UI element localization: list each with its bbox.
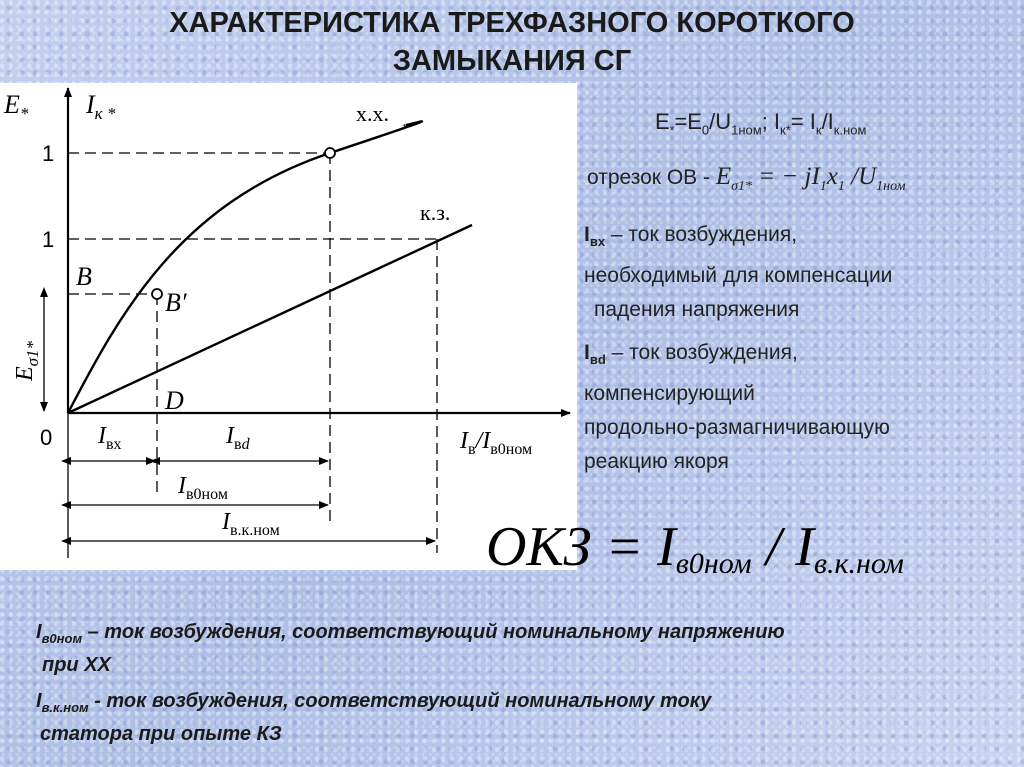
x-axis-label: $I_в/I_{в0ном}$	[460, 428, 533, 458]
bottom-def-i-vknom: $I_{в.к.ном}$ - ток возбуждения, соответствующий номинальному току статора при опыте КЗ	[36, 690, 712, 745]
curve-label-kz: к.з.	[420, 200, 451, 225]
y-label-e: $E_*$	[4, 90, 29, 123]
ivx-definition: $I_{вх}$ – ток возбуждения, необходимый для компенсации падения напряжения	[584, 223, 893, 322]
slide-title-line2: ЗАМЫКАНИЯ СГ	[392, 45, 632, 77]
slide-title-line1: ХАРАКТЕРИСТИКА ТРЕХФАЗНОГО КОРОТКОГО	[169, 7, 855, 39]
dim-label-i-vknom: $I_{в.к.ном}$	[222, 509, 280, 539]
point-label-b-prime: B′	[165, 288, 187, 317]
point-xx-nominal	[325, 148, 335, 158]
curve-label-xx: х.х.	[356, 101, 389, 126]
origin-label: 0	[40, 425, 53, 450]
okz-formula: ОКЗ = $I_{в0ном} / I_{в.к.ном}$	[486, 516, 904, 580]
point-b-prime	[152, 289, 162, 299]
formula-definitions: $E_*=E_0/U_{1ном}$; $I_{к*}= I_к/I_{к.ном}$	[655, 109, 867, 138]
dim-label-i-vd: $I_вd$	[226, 423, 250, 453]
dim-label-i-v0nom: $I_{в0ном}$	[178, 473, 228, 503]
point-label-d: D	[165, 386, 184, 415]
tick-label-top: 1	[42, 141, 55, 166]
segment-ov-formula: отрезок ОВ - $E_{\sigma 1*}$ = − $jI_1x_1$ $/U_{1ном}$	[587, 163, 906, 194]
tick-label-mid: 1	[42, 227, 55, 252]
characteristic-figure	[0, 83, 577, 570]
point-label-b: B	[76, 262, 92, 291]
dim-label-i-vx: $I_{вх}$	[98, 423, 122, 453]
y-label-i: $I_{к *}$	[86, 90, 116, 123]
ivd-definition: $I_{вd}$ – ток возбуждения, компенсирующий продольно-размагничивающую реакцию якоря	[584, 341, 890, 474]
curve-no-load	[68, 121, 422, 413]
curve-short-circuit	[68, 225, 472, 413]
bottom-def-i-v0nom: $I_{в0ном}$ – ток возбуждения, соответствующий номинальному напряжению при ХХ	[36, 621, 785, 676]
e-sigma-label: $E_{\sigma 1*}$	[12, 340, 42, 381]
characteristic-graph	[0, 83, 577, 570]
